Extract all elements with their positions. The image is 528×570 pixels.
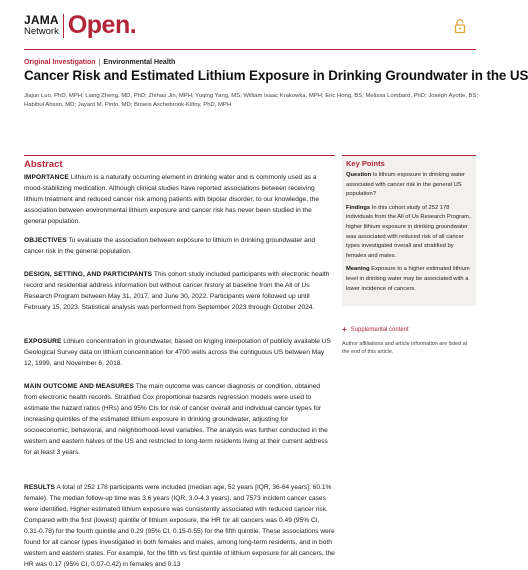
abstract-section-outcomes bbox=[24, 381, 335, 458]
logo-jama-text: JAMA bbox=[24, 13, 59, 28]
key-point-text: In this cohort study of 252 178 individuals from the All of Us Research Program, higher lithium exposure in drinking groundwater was associated with reduced risk of all cancer types investigated overall and stratified by females and males. bbox=[346, 204, 471, 259]
journal-logo[interactable] bbox=[24, 13, 136, 38]
supplemental-content-link[interactable] bbox=[342, 325, 409, 334]
section-text: Lithium is a naturally occurring element in drinking water and is commonly used as a mood-stabilizing medication. Although clinical studies have reported associations between receiving lithium treatment and reduced cancer risk among patients with bipolar disorder, to our knowledge, the association between environmental lithium exposure and cancer risk has never been studied in the general population. bbox=[24, 174, 320, 225]
section-text: The main outcome was cancer diagnosis or condition, obtained from electronic health records. Stratified Cox proportional hazards regression models were used to estimate the hazard ratios (HRs) and 95% CIs for risk of cancer overall and individual cancer types for increasing quintiles of the estimated lithium exposure in drinking groundwater, adjusting for socioeconomic, behavioral, and neighborhood-level variables. The analysis was further conducted in the western and eastern halves of the US and restricted to long-term residents living at their current address for at least 3 years. bbox=[24, 383, 328, 456]
article-title: Cancer Risk and Estimated Lithium Exposure in Drinking Groundwater in the US bbox=[24, 68, 528, 83]
affiliations-note: Author affiliations and article information are listed at the end of this article. bbox=[342, 341, 468, 355]
key-point-findings bbox=[346, 204, 472, 262]
abstract-heading: Abstract bbox=[24, 159, 63, 170]
logo-divider bbox=[63, 14, 64, 38]
tag-separator: | bbox=[98, 59, 101, 66]
abstract-section-design bbox=[24, 269, 335, 313]
key-points-heading: Key Points bbox=[346, 159, 385, 168]
key-point-text: Exposure to a higher estimated lithium level in drinking water may be associated with a lower incidence of cancers. bbox=[346, 266, 470, 292]
abstract-section-objectives bbox=[24, 235, 335, 257]
abstract-section-importance bbox=[24, 172, 335, 227]
key-point-text: Is lithium exposure in drinking water associated with cancer risk in the general US population? bbox=[346, 172, 465, 198]
section-label: MAIN OUTCOME AND MEASURES bbox=[24, 383, 134, 390]
header-rule bbox=[24, 49, 476, 50]
author-list: Jiajun Luo, PhD, MPH; Liang Zheng, MD, PhD; Zhihao Jin, MPH; Yuqing Yang, MS; William Isaac Krakowka, MPH; Eric Hong, BS; Melissa Lombard, PhD; Joseph Ayotte, BS; Habibul Ahsan, MD; Jayant M. Pinto, MD; Briseis Aschebrook-Kilfoy, PhD, MPH bbox=[24, 93, 478, 108]
section-text: Lithium concentration in groundwater, based on kriging interpolation of publicly available US Geological Survey data on lithium concentration for 4700 wells across the contiguous US between May 12, 1999, and November 6, 2018. bbox=[24, 338, 331, 367]
abstract-panel bbox=[24, 155, 335, 568]
section-text: This cohort study included participants with electronic health record and residential address information but without cancer history at baseline from the All of Us Research Program between May 31, 2017, and June 30, 2022. Participants were followed up until February 15, 2023. Statistical analysis was performed from September 2023 through October 2024. bbox=[24, 271, 330, 311]
section-text: A total of 252 178 participants were included (median age, 52 years [IQR, 36-64 years]; 60.1% female). The median follow-up time was 3.6 years (IQR, 3.0-4.3 years), and 7573 incident cancer cases were identified. Higher estimated lithium exposure was consistently associated with reduced cancer risk. Compared with the first (lowest) quintile of lithium exposure, the HR for all cancers was 0.49 (95% CI, 0.31-0.78) for the fourth quintile and 0.29 (95% CI, 0.15-0.55) for the fifth quintile. These associations were found for all cancer types investigated in both females and males, among long-term residents, and in both western and eastern states. For example, for the fifth vs first quintile of lithium exposure for all cancers, the HR was 0.17 (95% CI, 0.07-0.42) in females and 0.13 bbox=[24, 484, 335, 568]
article-topic[interactable]: Environmental Health bbox=[103, 59, 176, 66]
key-point-label: Meaning bbox=[346, 266, 370, 273]
section-label: RESULTS bbox=[24, 484, 55, 491]
section-text: To evaluate the association between exposure to lithium in drinking groundwater and cancer risk in the general population. bbox=[24, 237, 316, 255]
section-label: OBJECTIVES bbox=[24, 237, 67, 244]
logo-network-text: Network bbox=[24, 26, 59, 38]
plus-icon: + bbox=[342, 325, 347, 334]
article-tags bbox=[24, 59, 175, 66]
section-label: IMPORTANCE bbox=[24, 174, 69, 181]
key-point-question bbox=[346, 171, 472, 200]
section-label: EXPOSURE bbox=[24, 338, 62, 345]
section-label: DESIGN, SETTING, AND PARTICIPANTS bbox=[24, 271, 153, 278]
key-point-label: Findings bbox=[346, 204, 371, 211]
supplemental-label: Supplemental content bbox=[350, 326, 409, 333]
logo-open-text: Open. bbox=[67, 11, 137, 39]
article-type[interactable]: Original Investigation bbox=[24, 59, 96, 66]
journal-header bbox=[24, 13, 476, 43]
abstract-section-results bbox=[24, 482, 335, 570]
key-points-box bbox=[342, 155, 476, 306]
abstract-section-exposure bbox=[24, 336, 335, 369]
key-point-label: Question bbox=[346, 172, 372, 178]
lock-open-icon bbox=[454, 19, 466, 33]
key-point-meaning bbox=[346, 265, 472, 294]
